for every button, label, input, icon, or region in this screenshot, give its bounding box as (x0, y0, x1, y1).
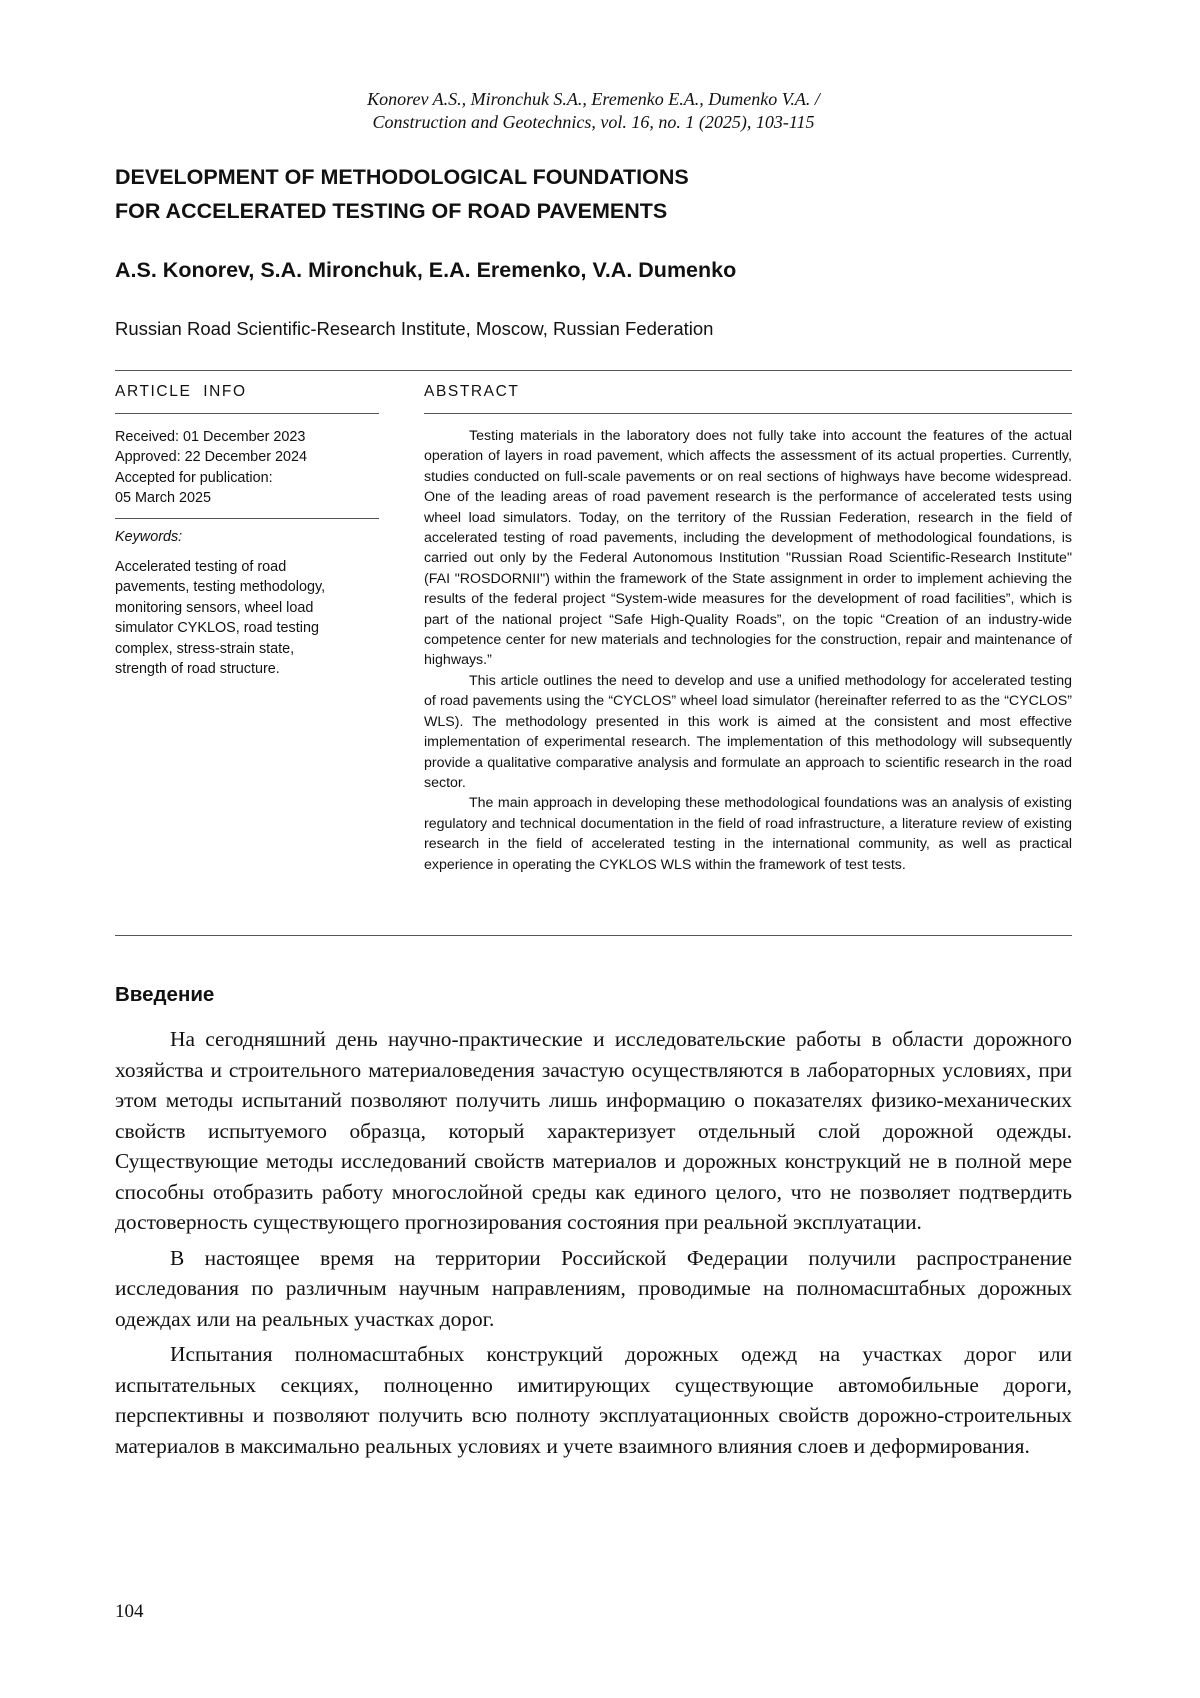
body-paragraph: В настоящее время на территории Российской Федерации получили распространение исследования по различным научным направлениям, проводимые на полномасштабных дорожных одеждах или на реальных участках дорог. (115, 1245, 1072, 1331)
accepted-label: Accepted for publication: (115, 469, 273, 486)
article-dates (115, 427, 379, 509)
keywords-line: monitoring sensors, wheel load (115, 599, 314, 616)
keywords-line: complex, stress-strain state, (115, 640, 295, 657)
top-divider (115, 370, 1072, 371)
abstract-paragraph: This article outlines the need to develop and use a unified methodology for accelerated testing of road pavements using the “CYCLOS” wheel load simulator (hereinafter referred to as the “CYCLOS” WLS). The methodology presented in this work is aimed at the consistent and most effective implementation of experimental research. The implementation of this methodology will subsequently provide a qualitative comparative analysis and formulate an approach to scientific research in the road sector. (424, 672, 1072, 791)
abstract-column (424, 383, 1072, 875)
abstract-body (424, 426, 1072, 875)
keywords-line: Accelerated testing of road (115, 559, 287, 576)
article-title (115, 160, 1072, 228)
title-line-1: DEVELOPMENT OF METHODOLOGICAL FOUNDATIONS (115, 165, 689, 189)
approved-date: Approved: 22 December 2024 (115, 449, 307, 466)
keywords-line: pavements, testing methodology, (115, 579, 326, 596)
keywords-line: simulator CYKLOS, road testing (115, 620, 319, 637)
running-head-line-2: Construction and Geotechnics, vol. 16, no. 1 (2025), 103-115 (372, 112, 815, 132)
affiliation: Russian Road Scientific-Research Institute, Moscow, Russian Federation (115, 318, 714, 339)
running-head-line-1: Konorev A.S., Mironchuk S.A., Eremenko E.A., Dumenko V.A. / (367, 89, 820, 109)
article-info-heading: ARTICLE INFO (115, 383, 247, 400)
abstract-rule (424, 413, 1072, 414)
body-paragraph: Испытания полномасштабных конструкций дорожных одежд на участках дорог или испытательных секциях, полноценно имитирующих существующие автомобильные дороги, перспективны и позволяют получить всю полноту эксплуатационных свойств дорожно-строительных материалов в максимально реальных условиях и учете взаимного влияния слоев и деформирования. (115, 1342, 1072, 1458)
article-info-rule (115, 413, 379, 414)
section-heading-introduction: Введение (115, 983, 215, 1006)
received-date: Received: 01 December 2023 (115, 429, 306, 445)
abstract-paragraph: Testing materials in the laboratory does not fully take into account the features of the actual operation of layers in road pavement, which affects the assessment of its actual properties. Currently, studies conducted on full-scale pavements or on real sections of highways have become widespread. One of the leading areas of road pavement research is the performance of accelerated tests using wheel load simulators. Today, on the territory of the Russian Federation, research in the field of accelerated testing of road pavements, including the development of methodological foundations, is carried out only by the Federal Autonomous Institution "Russian Road Scientific-Research Institute" (FAI "ROSDORNII") within the framework of the State assignment in order to implement achieving the results of the federal project “System-wide measures for the development of road facilities”, which is part of the national project “Safe High-Quality Roads”, on the topic “Creation of an industry-wide competence center for new materials and technologies for the construction, repair and maintenance of highways.” (424, 428, 1072, 669)
title-line-2: FOR ACCELERATED TESTING OF ROAD PAVEMENTS (115, 199, 668, 223)
accepted-date: 05 March 2025 (115, 490, 211, 507)
keywords-label: Keywords: (115, 528, 183, 545)
keywords-list (115, 557, 379, 679)
running-head (115, 88, 1072, 134)
body-paragraph: На сегодняшний день научно-практические и исследовательские работы в области дорожного хозяйства и строительного материаловедения зачастую осуществляются в лабораторных условиях, при этом методы испытаний позволяют получить лишь информацию о показателях физико-механических свойств испытуемого образца, который характеризует отдельный слой дорожной одежды. Существующие методы исследований свойств материалов и дорожных конструкций не в полной мере способны отобразить работу многослойной среды как единого целого, что не позволяет подтвердить достоверность существующего прогнозирования состояния при реальной эксплуатации. (115, 1027, 1072, 1234)
abstract-heading: ABSTRACT (424, 383, 520, 400)
page-number: 104 (115, 1601, 144, 1622)
article-info-column (115, 383, 379, 679)
authors: A.S. Konorev, S.A. Mironchuk, E.A. Eremenko, V.A. Dumenko (115, 258, 737, 282)
abstract-paragraph: The main approach in developing these methodological foundations was an analysis of existing regulatory and technical documentation in the field of road infrastructure, a literature review of existing research in the field of accelerated testing in the international community, as well as practical experience in operating the CYKLOS WLS within the framework of test tests. (424, 795, 1072, 873)
introduction-body (115, 1024, 1072, 1461)
keywords-rule (115, 518, 379, 519)
bottom-divider (115, 935, 1072, 936)
keywords-line: strength of road structure. (115, 661, 280, 678)
